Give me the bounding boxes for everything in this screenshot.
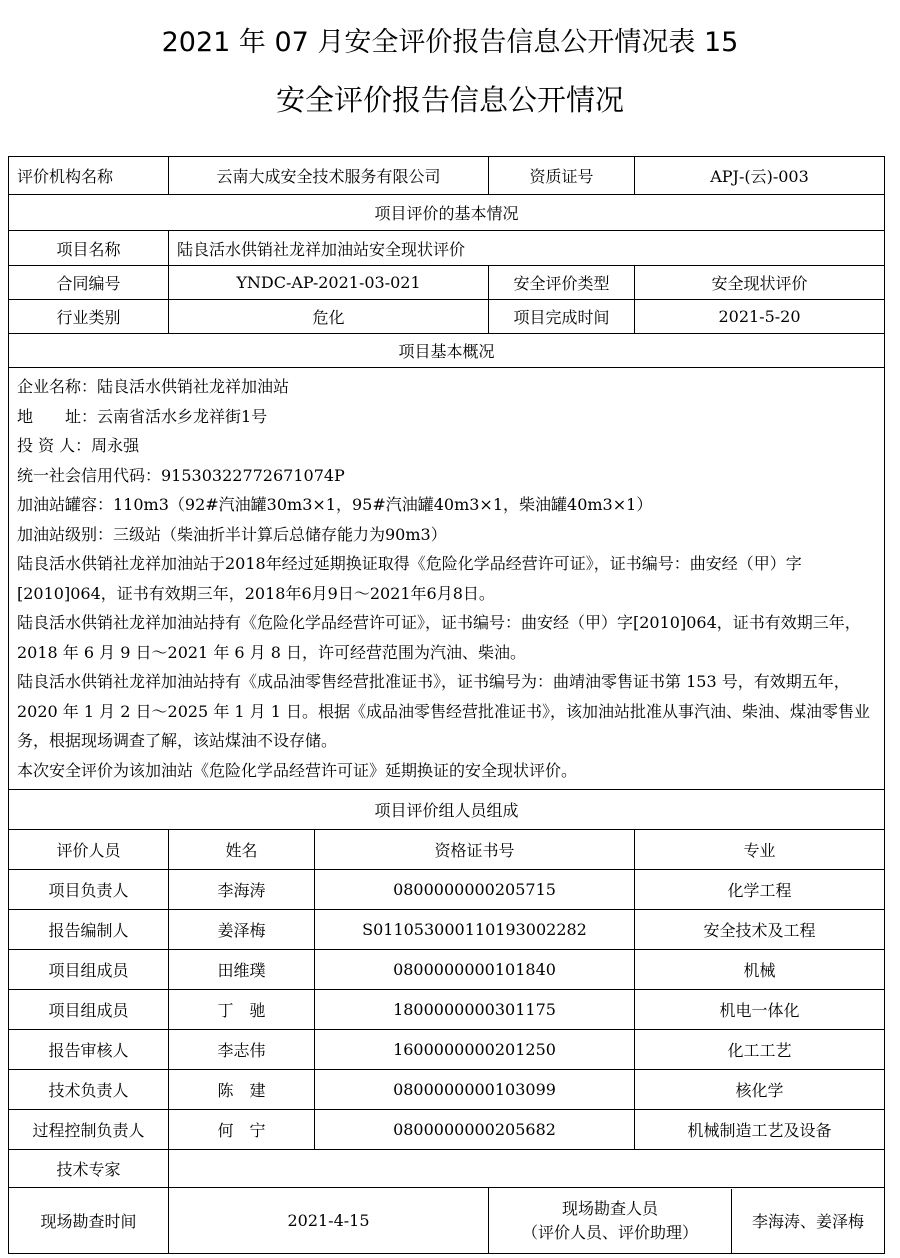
project-name-value: 陆良活水供销社龙祥加油站安全现状评价 xyxy=(169,231,885,266)
team-role: 技术负责人 xyxy=(9,1070,169,1110)
industry-value: 危化 xyxy=(169,300,489,334)
team-major: 机械制造工艺及设备 xyxy=(635,1110,885,1150)
team-major: 化学工程 xyxy=(635,870,885,910)
site-row xyxy=(9,1188,885,1254)
team-name: 姜泽梅 xyxy=(169,910,315,950)
team-cert: 0800000000101840 xyxy=(315,950,635,990)
team-role: 报告编制人 xyxy=(9,910,169,950)
team-role: 项目组成员 xyxy=(9,990,169,1030)
overview-line: 投 资 人：周永强 xyxy=(17,436,140,455)
overview-line: 加油站级别：三级站（柴油折半计算后总储存能力为90m3） xyxy=(17,524,447,544)
team-header-cert: 资格证书号 xyxy=(315,830,635,870)
project-name-label: 项目名称 xyxy=(9,231,169,266)
document-subtitle: 安全评价报告信息公开情况 xyxy=(275,83,624,117)
team-major: 机电一体化 xyxy=(635,990,885,1030)
overview-paragraph: 陆良活水供销社龙祥加油站于2018年经过延期换证取得《危险化学品经营许可证》，证书编号：曲安经（甲）字[2010]064，证书有效期三年，2018年6月9日～2021年6月8日。 xyxy=(17,554,802,603)
team-role: 项目负责人 xyxy=(9,870,169,910)
site-time-value: 2021-4-15 xyxy=(169,1188,489,1254)
overview-paragraph: 本次安全评价为该加油站《危险化学品经营许可证》延期换证的安全现状评价。 xyxy=(17,760,578,780)
team-header-major: 专业 xyxy=(635,830,885,870)
overview-content xyxy=(9,368,885,790)
overview-section-header: 项目基本概况 xyxy=(9,334,885,368)
expert-label: 技术专家 xyxy=(9,1150,169,1188)
contract-value: YNDC-AP-2021-03-021 xyxy=(169,266,489,300)
team-major: 化工工艺 xyxy=(635,1030,885,1070)
team-row xyxy=(9,1110,885,1150)
team-row xyxy=(9,870,885,910)
overview-line: 加油站罐容：110m3（92#汽油罐30m3×1，95#汽油罐40m3×1，柴油罐40m3×1） xyxy=(17,495,653,514)
org-row xyxy=(9,157,885,195)
team-row xyxy=(9,910,885,950)
team-role: 项目组成员 xyxy=(9,950,169,990)
overview-line: 统一社会信用代码：91530322772671074P xyxy=(17,465,345,485)
org-name-label: 评价机构名称 xyxy=(9,157,169,195)
team-role: 报告审核人 xyxy=(9,1030,169,1070)
team-cert: 1800000000301175 xyxy=(315,990,635,1030)
cert-value: APJ-(云)-003 xyxy=(635,157,885,195)
team-row xyxy=(9,950,885,990)
team-section-header: 项目评价组人员组成 xyxy=(9,790,885,830)
overview-paragraph: 陆良活水供销社龙祥加油站持有《危险化学品经营许可证》，证书编号：曲安经（甲）字[2010]064，证书有效期三年，2018 年 6 月 9 日～2021 年 6 月 8 日，许可经营范围为汽油、柴油。 xyxy=(17,613,861,662)
contract-label: 合同编号 xyxy=(9,266,169,300)
complete-time-label: 项目完成时间 xyxy=(489,300,635,334)
eval-type-value: 安全现状评价 xyxy=(635,266,885,300)
team-name: 丁 驰 xyxy=(169,990,315,1030)
document-title: 2021 年 07 月安全评价报告信息公开情况表 15 xyxy=(161,27,739,58)
industry-label: 行业类别 xyxy=(9,300,169,334)
basic-section-header: 项目评价的基本情况 xyxy=(9,195,885,231)
cert-label: 资质证号 xyxy=(489,157,635,195)
team-name: 李海涛 xyxy=(169,870,315,910)
overview-line: 地 址：云南省活水乡龙祥街1号 xyxy=(17,406,268,426)
eval-type-label: 安全评价类型 xyxy=(489,266,635,300)
team-name: 李志伟 xyxy=(169,1030,315,1070)
team-cert: 0800000000205682 xyxy=(315,1110,635,1150)
team-header-role: 评价人员 xyxy=(9,830,169,870)
team-major: 安全技术及工程 xyxy=(635,910,885,950)
site-staff-value: 李海涛、姜泽梅 xyxy=(751,1212,864,1231)
team-name: 何 宁 xyxy=(169,1110,315,1150)
org-name-value: 云南大成安全技术服务有限公司 xyxy=(169,157,489,195)
team-major: 核化学 xyxy=(635,1070,885,1110)
team-row xyxy=(9,1070,885,1110)
team-header-row xyxy=(9,830,885,870)
report-table xyxy=(8,156,885,1254)
site-time-label: 现场勘查时间 xyxy=(9,1188,169,1254)
team-row xyxy=(9,1030,885,1070)
complete-time-value: 2021-5-20 xyxy=(635,300,885,334)
team-name: 田维璞 xyxy=(169,950,315,990)
overview-line: 企业名称：陆良活水供销社龙祥加油站 xyxy=(17,377,290,396)
site-staff-label: 现场勘查人员 xyxy=(561,1198,658,1218)
team-major: 机械 xyxy=(635,950,885,990)
team-name: 陈 建 xyxy=(169,1070,315,1110)
team-cert: 0800000000103099 xyxy=(315,1070,635,1110)
team-header-name: 姓名 xyxy=(169,830,315,870)
team-cert: 1600000000201250 xyxy=(315,1030,635,1070)
team-cert: S011053000110193002282 xyxy=(315,910,635,950)
team-row xyxy=(9,990,885,1030)
team-role: 过程控制负责人 xyxy=(9,1110,169,1150)
expert-value xyxy=(169,1150,885,1188)
site-staff-sublabel: （评价人员、评价助理） xyxy=(521,1222,698,1242)
overview-paragraph: 陆良活水供销社龙祥加油站持有《成品油零售经营批准证书》，证书编号为：曲靖油零售证书第 153 号，有效期五年，2020 年 1 月 2 日～2025 年 1 月 1 日。根据《成品油零售经营批准证书》，该加油站批准从事汽油、柴油、煤油零售业务，根据现场调查了解，该站煤油不设存储。 xyxy=(17,672,871,750)
team-cert: 0800000000205715 xyxy=(315,870,635,910)
